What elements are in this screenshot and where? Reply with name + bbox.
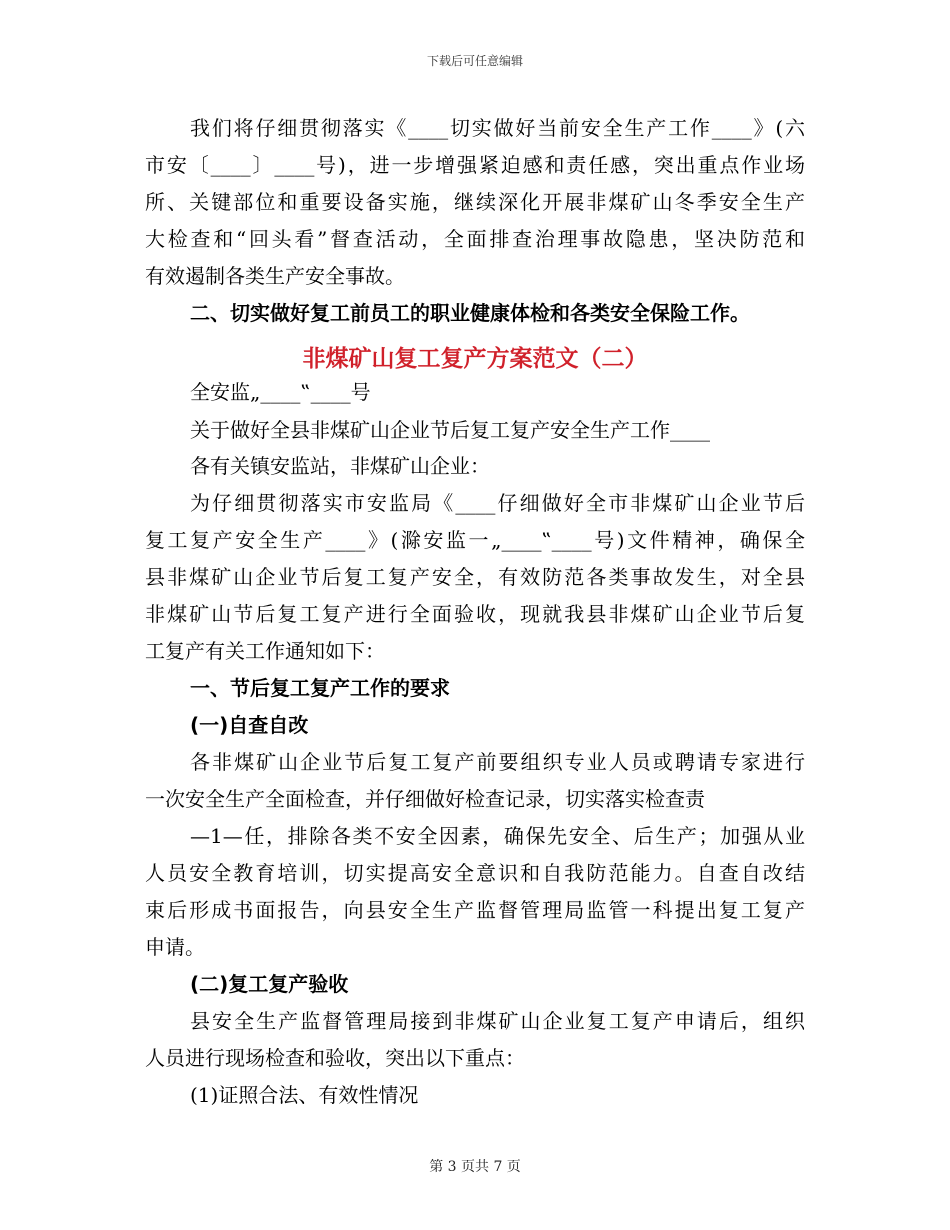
section-heading: 二、切实做好复工前员工的职业健康体检和各类安全保险工作。 <box>190 301 750 325</box>
page-footer: 第 3 页共 7 页 <box>429 1159 521 1175</box>
page-header: 下载后可任意编辑 <box>426 54 523 68</box>
document-title: 非煤矿山复工复产方案范文（二） <box>302 346 648 372</box>
paragraph-line: 我们将仔细贯彻落实《____切实做好当前安全生产工作____》(六 <box>190 116 805 140</box>
paragraph-line: 县非煤矿山企业节后复工复产安全，有效防范各类事故发生，对全县 <box>145 565 805 589</box>
paragraph-line: 有效遏制各类生产安全事故。 <box>145 264 405 288</box>
paragraph-line: 县安全生产监督管理局接到非煤矿山企业复工复产申请后，组织 <box>190 1009 805 1033</box>
paragraph-line: 为仔细贯彻落实市安监局《____仔细做好全市非煤矿山企业节后 <box>190 491 805 515</box>
paragraph-line: 所、关键部位和重要设备实施，继续深化开展非煤矿山冬季安全生产 <box>145 190 805 214</box>
paragraph-line: 市安〔____〕____号)，进一步增强紧迫感和责任感，突出重点作业场 <box>145 153 805 177</box>
paragraph-line: 复工复产安全生产____》(滁安监一„____‟____号)文件精神，确保全 <box>145 528 805 552</box>
paragraph-line: 人员进行现场检查和验收，突出以下重点： <box>145 1046 525 1070</box>
paragraph-line: 各非煤矿山企业节后复工复产前要组织专业人员或聘请专家进行 <box>190 750 805 774</box>
paragraph-line: 申请。 <box>145 935 205 959</box>
subsection-heading: (一)自查自改 <box>190 713 309 737</box>
paragraph-line: 工复产有关工作通知如下： <box>145 639 385 663</box>
recipients-line: 各有关镇安监站，非煤矿山企业： <box>190 454 490 478</box>
paragraph-line: 人员安全教育培训，切实提高安全意识和自我防范能力。自查自改结 <box>145 861 805 885</box>
paragraph-line: 束后形成书面报告，向县安全生产监督管理局监管一科提出复工复产 <box>145 898 805 922</box>
paragraph-line: 一次安全生产全面检查，并仔细做好检查记录，切实落实检查责 <box>145 787 705 811</box>
paragraph-line: 大检查和“回头看”督查活动，全面排查治理事故隐患，坚决防范和 <box>145 227 805 251</box>
paragraph-line: 非煤矿山节后复工复产进行全面验收，现就我县非煤矿山企业节后复 <box>145 602 805 626</box>
section-heading: 一、节后复工复产工作的要求 <box>190 676 450 700</box>
list-item: (1)证照合法、有效性情况 <box>190 1083 419 1107</box>
document-subject: 关于做好全县非煤矿山企业节后复工复产安全生产工作____ <box>190 418 710 442</box>
document-number: 全安监„____‟____号 <box>190 380 371 404</box>
paragraph-line: —1—任，排除各类不安全因素，确保先安全、后生产；加强从业 <box>190 824 805 848</box>
subsection-heading: (二)复工复产验收 <box>190 972 349 996</box>
